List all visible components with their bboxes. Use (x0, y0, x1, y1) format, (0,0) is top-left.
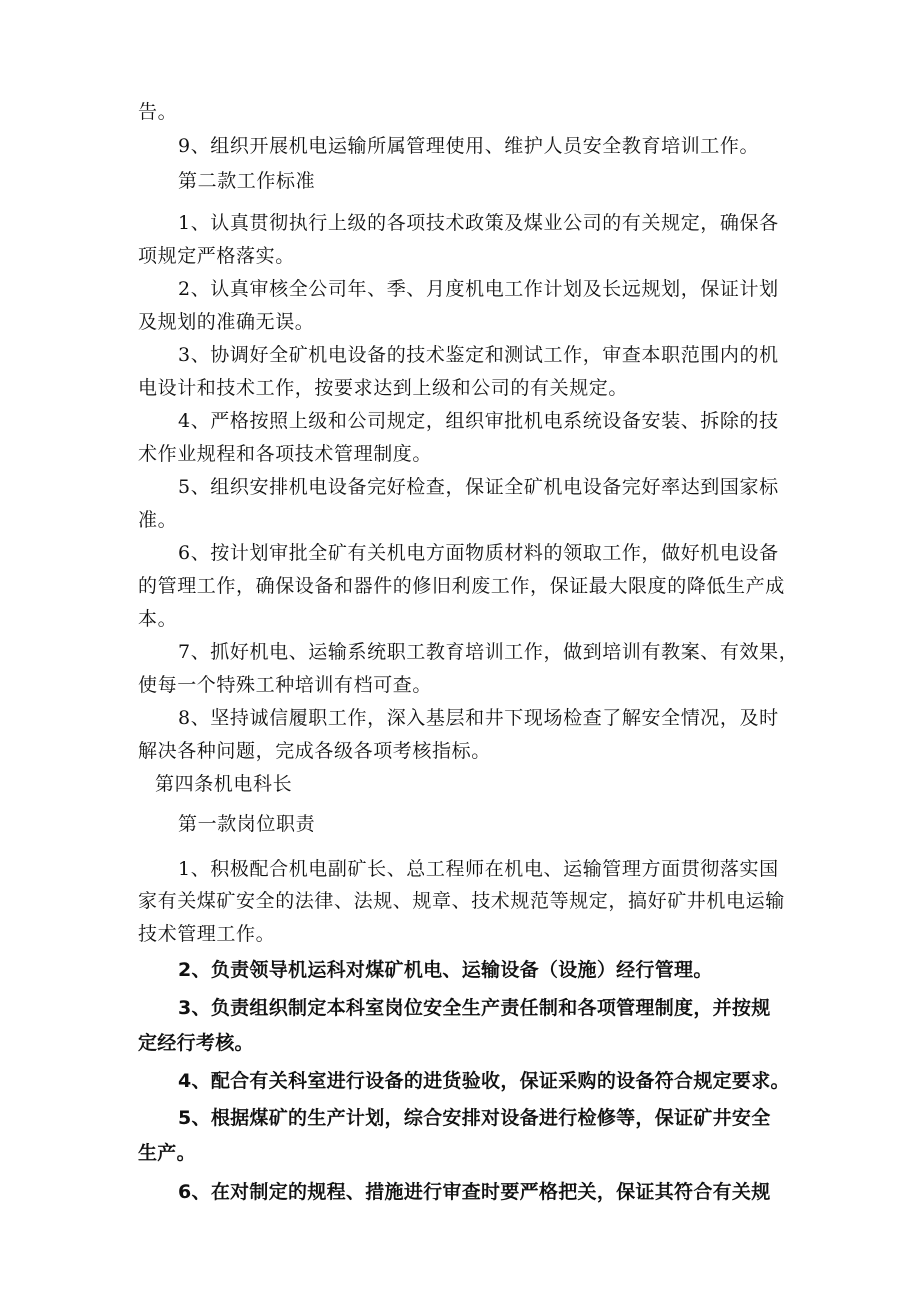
text-line: 4、配合有关科室进行设备的进货验收，保证采购的设备符合规定要求。 (178, 1070, 790, 1092)
text-line: 6、在对制定的规程、措施进行审查时要严格把关，保证其符合有关规 (178, 1181, 771, 1203)
text-line: 定经行考核。 (138, 1032, 254, 1054)
text-line: 2、负责领导机运科对煤矿机电、运输设备（设施）经行管理。 (178, 959, 713, 981)
text-line: 本。 (138, 608, 178, 630)
text-line: 生产。 (138, 1142, 196, 1164)
section-heading: 第二款工作标准 (178, 170, 316, 192)
text-line: 6、按计划审批全矿有关机电方面物质材料的领取工作，做好机电设备 (178, 542, 779, 564)
text-line: 1、积极配合机电副矿长、总工程师在机电、运输管理方面贯彻落实国 (178, 858, 779, 880)
text-line: 5、组织安排机电设备完好检查，保证全矿机电设备完好率达到国家标 (178, 476, 779, 498)
article-heading: 第四条机电科长 (155, 773, 293, 795)
text-line: 技术管理工作。 (138, 923, 276, 945)
text-line: 1、认真贯彻执行上级的各项技术政策及煤业公司的有关规定，确保各 (178, 212, 779, 234)
text-line: 电设计和技术工作，按要求达到上级和公司的有关规定。 (138, 377, 629, 399)
text-line: 术作业规程和各项技术管理制度。 (138, 443, 433, 465)
text-line: 项规定严格落实。 (138, 245, 295, 267)
text-line: 3、协调好全矿机电设备的技术鉴定和测试工作，审查本职范围内的机 (178, 344, 779, 366)
text-line: 7、抓好机电、运输系统职工教育培训工作，做到培训有教案、有效果， (178, 641, 799, 663)
text-line: 2、认真审核全公司年、季、月度机电工作计划及长远规划，保证计划 (178, 278, 779, 300)
text-line: 的管理工作，确保设备和器件的修旧利废工作，保证最大限度的降低生产成 (138, 575, 785, 597)
section-heading: 第一款岗位职责 (178, 813, 316, 835)
text-line: 及规划的准确无误。 (138, 311, 315, 333)
text-line: 使每一个特殊工种培训有档可查。 (138, 674, 433, 696)
text-line: 家有关煤矿安全的法律、法规、规章、技术规范等规定，搞好矿井机电运输 (138, 890, 785, 912)
text-line: 9、组织开展机电运输所属管理使用、维护人员安全教育培训工作。 (178, 135, 760, 157)
text-line: 告。 (138, 101, 178, 123)
text-line: 5、根据煤矿的生产计划，综合安排对设备进行检修等，保证矿井安全 (178, 1107, 771, 1129)
text-line: 解决各种问题，完成各级各项考核指标。 (138, 740, 491, 762)
text-line: 准。 (138, 509, 178, 531)
text-line: 3、负责组织制定本科室岗位安全生产责任制和各项管理制度，并按规 (178, 997, 771, 1019)
text-line: 8、坚持诚信履职工作，深入基层和井下现场检查了解安全情况，及时 (178, 707, 779, 729)
text-line: 4、严格按照上级和公司规定，组织审批机电系统设备安装、拆除的技 (178, 410, 779, 432)
